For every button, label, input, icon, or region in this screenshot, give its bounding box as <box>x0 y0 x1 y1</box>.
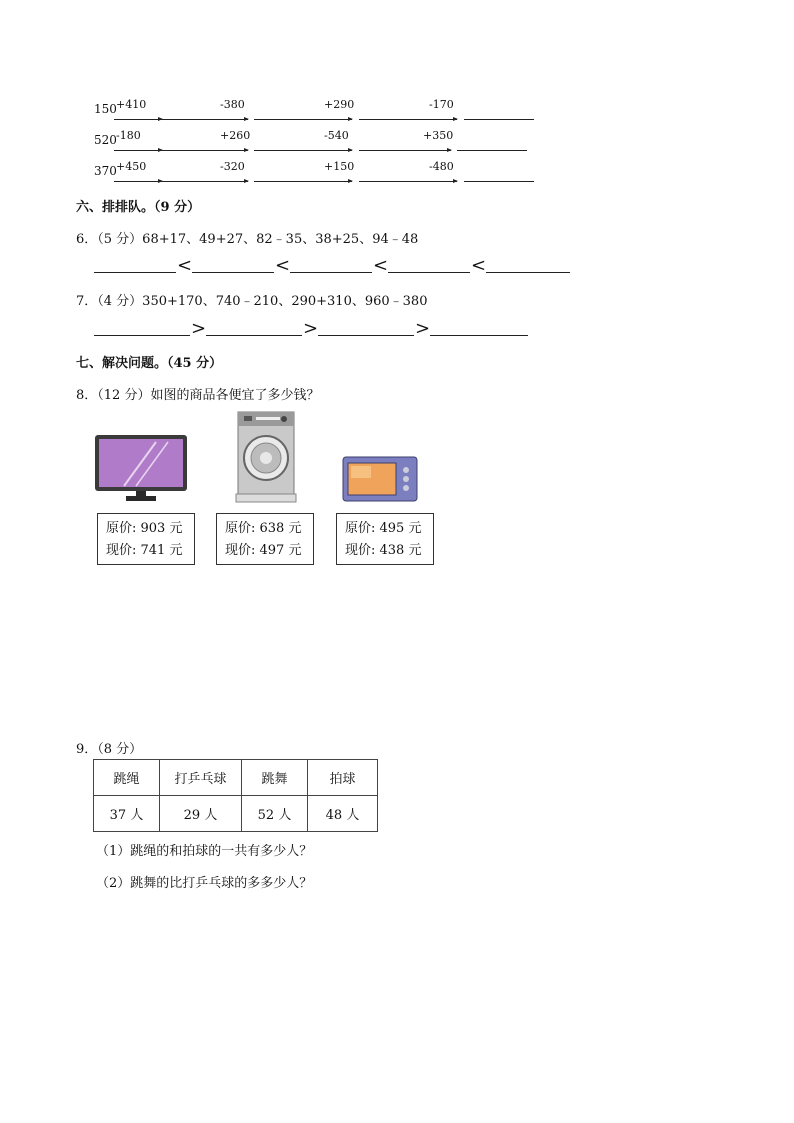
answer-blank[interactable] <box>464 181 534 182</box>
op-arrow: +150 <box>324 162 356 182</box>
answer-blank[interactable] <box>254 181 324 182</box>
answer-blank[interactable] <box>206 335 302 336</box>
op-arrow: +350 <box>423 131 455 151</box>
question-9-sub-1: （1）跳绳的和拍球的一共有多少人？ <box>96 844 313 859</box>
price-box-tv <box>97 513 195 565</box>
answer-blank[interactable] <box>254 150 324 151</box>
answer-blank[interactable] <box>388 272 470 273</box>
question-9-sub-2: （2）跳舞的比打乒乓球的多多少人？ <box>96 876 313 891</box>
answer-blank[interactable] <box>457 150 527 151</box>
greater-than-symbol: > <box>415 318 431 339</box>
table-row <box>94 760 378 796</box>
activity-table <box>93 759 378 832</box>
answer-blank[interactable] <box>318 335 414 336</box>
chain-row-3 <box>94 162 554 184</box>
original-price: 原价: 495 元 <box>345 521 422 536</box>
table-cell: 37 人 <box>94 796 160 832</box>
answer-blank[interactable] <box>290 272 372 273</box>
question-8-label: 8．（12 分）如图的商品各便宜了多少钱？ <box>76 388 320 403</box>
op-arrow: +260 <box>220 131 252 151</box>
answer-blank[interactable] <box>192 272 274 273</box>
chain-row-1 <box>94 100 554 122</box>
price-box-washer <box>216 513 314 565</box>
current-price: 现价: 497 元 <box>225 543 302 558</box>
answer-blank[interactable] <box>94 335 190 336</box>
answer-blank[interactable] <box>359 181 429 182</box>
answer-blank[interactable] <box>254 119 324 120</box>
answer-blank[interactable] <box>486 272 570 273</box>
table-header: 打乒乓球 <box>160 760 242 796</box>
op-arrow: -380 <box>220 100 252 120</box>
answer-blank[interactable] <box>430 335 528 336</box>
chain-row-2 <box>94 131 554 153</box>
current-price: 现价: 438 元 <box>345 543 422 558</box>
answer-blank[interactable] <box>94 272 176 273</box>
table-header: 跳绳 <box>94 760 160 796</box>
table-cell: 48 人 <box>308 796 378 832</box>
op-arrow: -180 <box>114 131 166 151</box>
less-than-symbol: < <box>373 255 389 276</box>
answer-blank[interactable] <box>359 119 429 120</box>
microwave-icon <box>342 454 418 502</box>
op-arrow: -540 <box>324 131 356 151</box>
answer-blank[interactable] <box>150 119 220 120</box>
section-seven-title: 七、解决问题。（45 分） <box>76 356 223 371</box>
op-arrow: -480 <box>429 162 461 182</box>
answer-blank[interactable] <box>359 150 423 151</box>
chain-start: 520 <box>94 133 117 147</box>
answer-blank[interactable] <box>150 181 220 182</box>
table-header: 跳舞 <box>242 760 308 796</box>
less-than-symbol: < <box>471 255 487 276</box>
original-price: 原价: 638 元 <box>225 521 302 536</box>
op-arrow: -170 <box>429 100 461 120</box>
op-arrow: +410 <box>114 100 166 120</box>
answer-blank[interactable] <box>464 119 534 120</box>
table-cell: 29 人 <box>160 796 242 832</box>
question-7-label: 7．（4 分）350+170、740﹣210、290+310、960﹣380 <box>76 294 428 309</box>
less-than-symbol: < <box>275 255 291 276</box>
table-row <box>94 796 378 832</box>
table-cell: 52 人 <box>242 796 308 832</box>
answer-blank[interactable] <box>150 150 220 151</box>
current-price: 现价: 741 元 <box>106 543 183 558</box>
question-6-label: 6．（5 分）68+17、49+27、82﹣35、38+25、94﹣48 <box>76 232 419 247</box>
section-six-title: 六、排排队。（9 分） <box>76 200 201 215</box>
op-arrow: +290 <box>324 100 356 120</box>
op-arrow: +450 <box>114 162 166 182</box>
washing-machine-icon <box>234 410 298 504</box>
table-header: 拍球 <box>308 760 378 796</box>
op-arrow: -320 <box>220 162 252 182</box>
greater-than-symbol: > <box>303 318 319 339</box>
tv-icon <box>94 434 188 502</box>
less-than-symbol: < <box>177 255 193 276</box>
original-price: 原价: 903 元 <box>106 521 183 536</box>
chain-start: 150 <box>94 102 117 116</box>
greater-than-symbol: > <box>191 318 207 339</box>
chain-start: 370 <box>94 164 117 178</box>
question-9-label: 9．（8 分） <box>76 742 143 757</box>
price-box-microwave <box>336 513 434 565</box>
